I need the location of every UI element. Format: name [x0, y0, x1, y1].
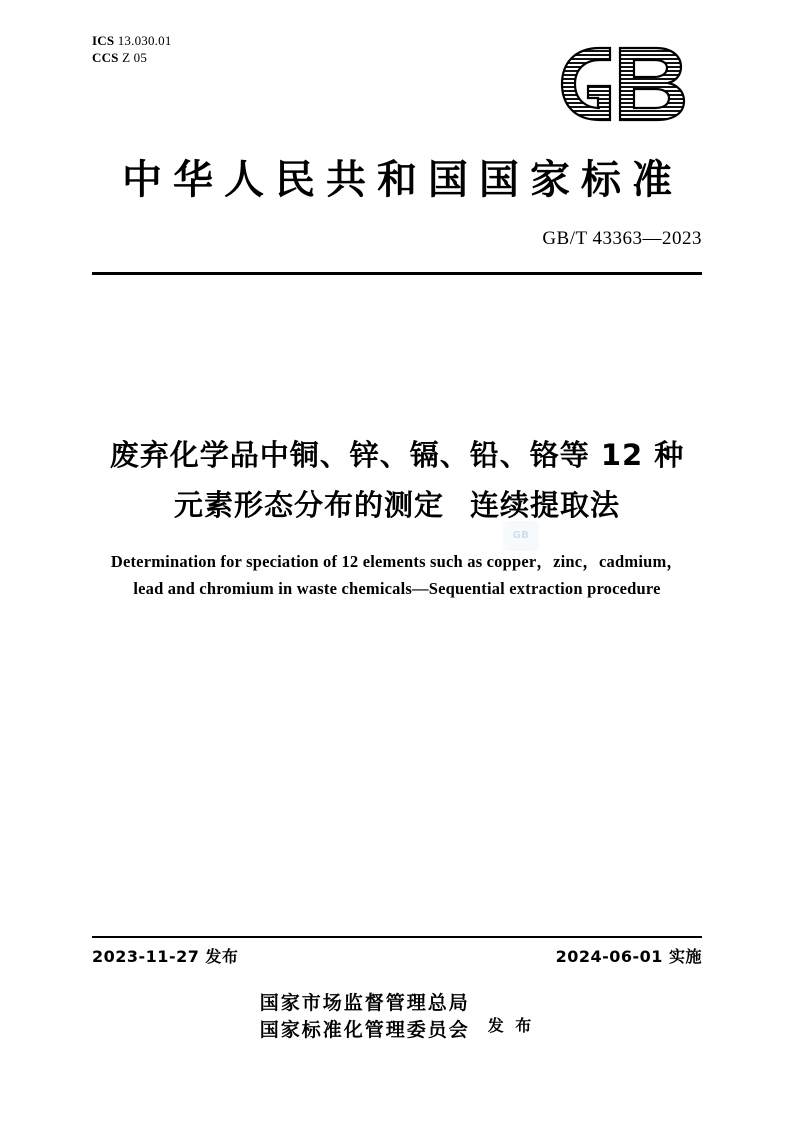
- document-title-en-line2: lead and chromium in waste chemicals—Sequential extraction procedure: [133, 579, 661, 598]
- document-title-cn: [60, 430, 734, 530]
- ccs-label: CCS: [92, 50, 119, 65]
- ccs-line: [92, 49, 172, 66]
- gb-emblem-icon: [548, 42, 708, 126]
- implementation-date: 2024-06-01 实施: [555, 947, 702, 966]
- national-standard-title: 中华人民共和国国家标准: [122, 157, 683, 203]
- ics-label: ICS: [92, 33, 115, 48]
- issuing-authority: [0, 990, 794, 1044]
- document-title-cn-line2-a: 元素形态分布的测定: [173, 488, 444, 522]
- footer-divider: [92, 936, 702, 938]
- ics-line: [92, 32, 172, 49]
- document-title-cn-line2-b: 连续提取法: [470, 488, 621, 522]
- issue-date: 2023-11-27 发布: [92, 947, 239, 966]
- classification-meta: [92, 32, 172, 66]
- ccs-value: Z 05: [122, 50, 148, 65]
- header-divider: [92, 272, 702, 275]
- ics-value: 13.030.01: [117, 33, 172, 48]
- publish-label: 发 布: [487, 1015, 535, 1035]
- issuer-line2: 国家标准化管理委员会: [259, 1019, 470, 1041]
- document-title-en: [60, 548, 734, 602]
- standard-number: GB/T 43363—2023: [542, 228, 702, 249]
- document-title-cn-line2: [60, 480, 734, 530]
- issuer-names: [260, 990, 470, 1044]
- issuer-line1: 国家市场监督管理总局: [259, 992, 470, 1014]
- document-title-cn-line1: 废弃化学品中铜、锌、镉、铅、铬等 12 种: [109, 438, 685, 472]
- document-title-en-line1: Determination for speciation of 12 elements such as copper，zinc，cadmium，: [110, 552, 684, 571]
- watermark-icon: GB: [503, 521, 539, 551]
